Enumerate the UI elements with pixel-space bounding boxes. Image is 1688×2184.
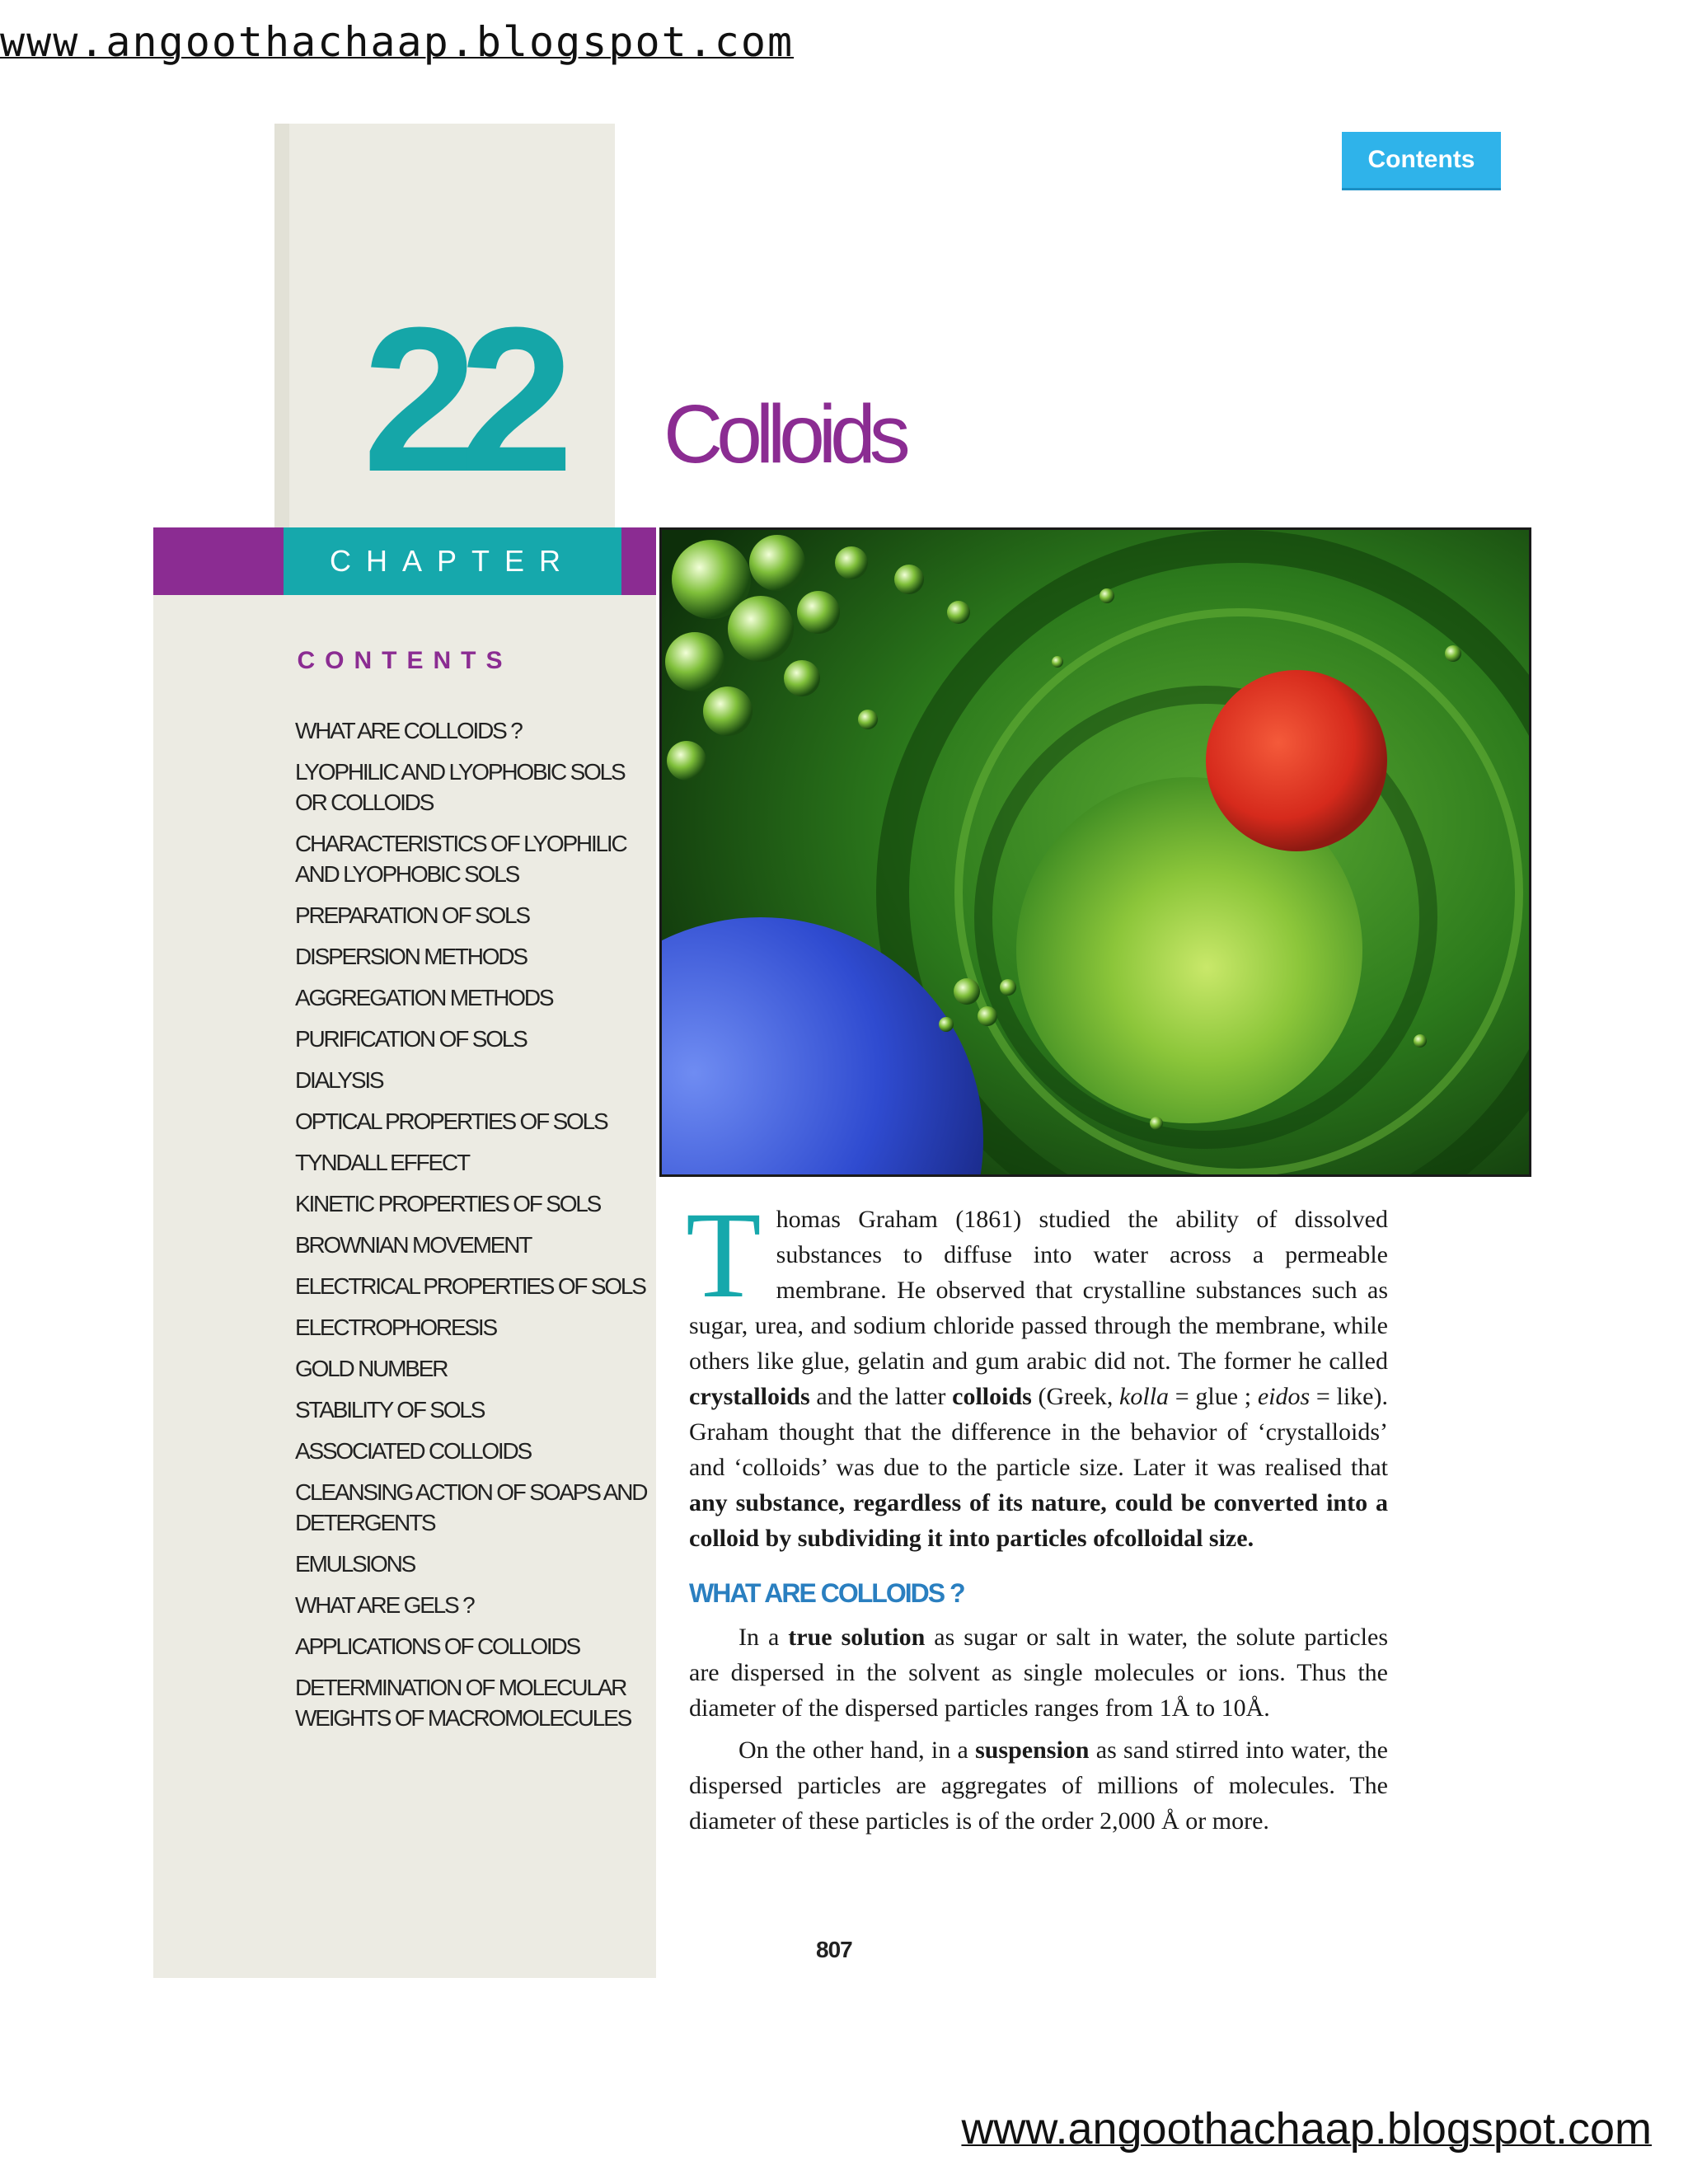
intro-text-segment: homas Graham (1861) studied the ability of dissolved substances to diffuse into water across a permeable membrane. He observed that crystalline substances such as sugar, urea, and sodium chloride passed through the membrane, while others like glue, gelatin and gum arabic did not. The former he called <box>689 1206 1388 1375</box>
colloid-bubbles-photo <box>659 527 1531 1177</box>
toc-item[interactable]: ELECTROPHORESIS <box>295 1315 496 1340</box>
intro-text <box>686 1187 1388 1839</box>
term-crystalloids: crystalloids <box>689 1383 810 1410</box>
toc-item[interactable]: KINETIC PROPERTIES OF SOLS <box>295 1191 601 1216</box>
term-true-solution: true solution <box>788 1624 926 1651</box>
paragraph-segment: as sand stirred into water, the dispersed particles are aggregates of millions of molecules. The diameter of these particles is of the order 2,000 Å or more. <box>689 1736 1388 1835</box>
toc-item[interactable]: CLEANSING ACTION OF SOAPS AND DETERGENTS <box>295 1479 647 1535</box>
toc-item[interactable]: AGGREGATION METHODS <box>295 985 553 1010</box>
term-kolla: kolla <box>1119 1383 1170 1410</box>
contents-heading: CONTENTS <box>297 647 513 674</box>
toc-item[interactable]: WHAT ARE COLLOIDS ? <box>295 718 522 743</box>
watermark-bottom[interactable]: www.angoothachaap.blogspot.com <box>961 2104 1652 2154</box>
chapter-bar-right <box>621 527 656 595</box>
toc-item[interactable]: GOLD NUMBER <box>295 1356 448 1381</box>
toc-item[interactable]: DETERMINATION OF MOLECULAR WEIGHTS OF MACROMOLECULES <box>295 1675 631 1731</box>
toc-item[interactable]: LYOPHILIC AND LYOPHOBIC SOLS OR COLLOIDS <box>295 759 625 815</box>
chapter-title: Colloids <box>663 388 904 480</box>
toc-item[interactable]: ASSOCIATED COLLOIDS <box>295 1438 531 1464</box>
contents-list <box>295 715 649 1744</box>
toc-item[interactable]: APPLICATIONS OF COLLOIDS <box>295 1633 579 1659</box>
paragraph-segment: In a <box>738 1624 789 1651</box>
contents-button[interactable]: Contents <box>1342 132 1501 190</box>
toc-item[interactable]: DIALYSIS <box>295 1067 383 1093</box>
toc-item[interactable]: PURIFICATION OF SOLS <box>295 1026 527 1052</box>
term-suspension: suspension <box>975 1736 1090 1764</box>
chapter-label: CHAPTER <box>329 544 576 578</box>
intro-paragraph <box>689 1202 1388 1556</box>
chapter-bar-left <box>153 527 284 595</box>
term-colloids: colloids <box>952 1383 1032 1410</box>
section-heading: WHAT ARE COLLOIDS ? <box>689 1578 964 1608</box>
toc-item[interactable]: BROWNIAN MOVEMENT <box>295 1232 532 1258</box>
key-statement: any substance, regardless of its nature, could be converted into a colloid by subdividing it into particles ofcolloidal size. <box>689 1489 1388 1552</box>
toc-item[interactable]: ELECTRICAL PROPERTIES OF SOLS <box>295 1273 645 1299</box>
toc-item[interactable]: EMULSIONS <box>295 1551 415 1577</box>
toc-item[interactable]: DISPERSION METHODS <box>295 944 527 969</box>
bubbles-illustration <box>662 530 1529 1174</box>
paragraph-segment: as sugar or salt in water, the solute particles are dispersed in the solvent as single molecules or ions. Thus the diameter of the dispersed particles ranges from 1Å to 10Å. <box>689 1624 1388 1722</box>
intro-text-segment: = glue ; <box>1169 1383 1258 1410</box>
panel-edge <box>274 124 289 527</box>
toc-item[interactable]: WHAT ARE GELS ? <box>295 1592 474 1618</box>
toc-item[interactable]: PREPARATION OF SOLS <box>295 902 529 928</box>
chapter-number: 22 <box>363 284 556 514</box>
intro-text-segment: = like). Graham thought that the difference in the behavior of ‘crystalloids’ and ‘colloids’ was due to the particle size. Later it was realised that <box>689 1383 1388 1481</box>
drop-cap: T <box>686 1187 762 1324</box>
toc-item[interactable]: TYNDALL EFFECT <box>295 1150 469 1175</box>
toc-item[interactable]: STABILITY OF SOLS <box>295 1397 485 1422</box>
page-number: 807 <box>816 1937 852 1962</box>
paragraph-segment: On the other hand, in a <box>738 1736 976 1764</box>
toc-item[interactable]: CHARACTERISTICS OF LYOPHILIC AND LYOPHOBIC SOLS <box>295 831 626 887</box>
intro-text-segment: (Greek, <box>1031 1383 1120 1410</box>
term-eidos: eidos <box>1257 1383 1311 1410</box>
toc-item[interactable]: OPTICAL PROPERTIES OF SOLS <box>295 1108 607 1134</box>
intro-text-segment: and the latter <box>809 1383 953 1410</box>
suspension-paragraph <box>689 1732 1388 1839</box>
watermark-top[interactable]: www.angoothachaap.blogspot.com <box>0 18 795 66</box>
true-solution-paragraph <box>689 1619 1388 1726</box>
